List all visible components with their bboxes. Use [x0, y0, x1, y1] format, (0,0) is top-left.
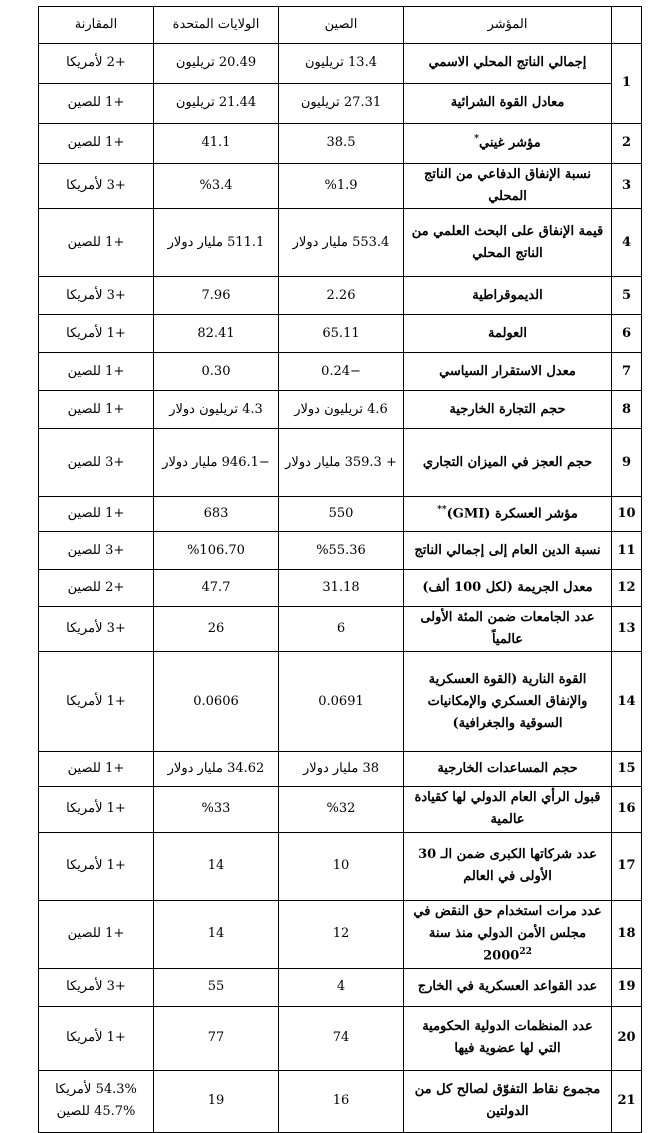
indicator-cell: [404, 497, 612, 532]
comparison-cell: +2 لأمريكا: [39, 44, 154, 84]
indicator-cell: عدد الجامعات ضمن المئة الأولى عالمياً: [404, 607, 612, 652]
row-number: 4: [612, 209, 642, 277]
row-number: 1: [612, 44, 642, 124]
usa-cell: 0.0606: [154, 652, 279, 752]
china-cell: 2.26: [279, 277, 404, 315]
table-row: [39, 968, 642, 1006]
usa-cell: 683: [154, 497, 279, 532]
row-number: 11: [612, 532, 642, 570]
indicator-text: مؤشر العسكرة (GMI): [446, 506, 578, 522]
comparison-cell: +1 للصين: [39, 209, 154, 277]
indicator-cell: عدد شركاتها الكبرى ضمن الـ 30 الأولى في العالم: [404, 832, 612, 900]
usa-cell: 14: [154, 832, 279, 900]
row-number: 8: [612, 391, 642, 429]
comparison-line-usa: 54.3% لأمريكا: [55, 1081, 137, 1097]
china-cell: 4.6 تريليون دولار: [279, 391, 404, 429]
indicator-text: عدد مرات استخدام حق النقض في مجلس الأمن الدولي منذ سنة 2000: [413, 903, 602, 964]
header-indicator: المؤشر: [404, 7, 612, 44]
comparison-cell: +1 للصين: [39, 391, 154, 429]
usa-cell: 55: [154, 968, 279, 1006]
row-number: 6: [612, 315, 642, 353]
comparison-cell: +1 لأمريكا: [39, 832, 154, 900]
usa-cell: 0.30: [154, 353, 279, 391]
china-cell: 553.4 مليار دولار: [279, 209, 404, 277]
row-number: 9: [612, 429, 642, 497]
china-cell: 74: [279, 1006, 404, 1070]
usa-cell: −946.1 مليار دولار: [154, 429, 279, 497]
usa-cell: 34.62 مليار دولار: [154, 752, 279, 787]
indicator-cell: معادل القوة الشرائية: [404, 84, 612, 124]
row-number: 7: [612, 353, 642, 391]
header-row: [39, 7, 642, 44]
table-row: [39, 124, 642, 164]
row-number: 20: [612, 1006, 642, 1070]
footnote-mark: 22: [519, 946, 532, 957]
table-row: [39, 277, 642, 315]
china-cell: 13.4 تريليون: [279, 44, 404, 84]
usa-cell: 7.96: [154, 277, 279, 315]
comparison-cell: +3 لأمريكا: [39, 607, 154, 652]
comparison-cell: +2 للصين: [39, 570, 154, 607]
comparison-cell: +1 لأمريكا: [39, 652, 154, 752]
indicator-cell: القوة النارية (القوة العسكرية والإنفاق العسكري والإمكانيات السوقية والجغرافية): [404, 652, 612, 752]
indicator-cell: عدد المنظمات الدولية الحكومية التي لها عضوية فيها: [404, 1006, 612, 1070]
indicator-cell: عدد القواعد العسكرية في الخارج: [404, 968, 612, 1006]
indicator-cell: الديموقراطية: [404, 277, 612, 315]
row-number: 21: [612, 1070, 642, 1132]
comparison-cell: +3 للصين: [39, 429, 154, 497]
comparison-cell: +3 للصين: [39, 532, 154, 570]
indicator-cell: قبول الرأي العام الدولي لها كقيادة عالمية: [404, 787, 612, 832]
china-cell: 0.0691: [279, 652, 404, 752]
row-number: 13: [612, 607, 642, 652]
table-row: [39, 1006, 642, 1070]
table-row: [39, 391, 642, 429]
usa-cell: 20.49 تريليون: [154, 44, 279, 84]
row-number: 17: [612, 832, 642, 900]
table-row: [39, 570, 642, 607]
china-cell: 12: [279, 900, 404, 968]
table-row: [39, 787, 642, 832]
usa-cell: 77: [154, 1006, 279, 1070]
usa-cell: 21.44 تريليون: [154, 84, 279, 124]
usa-cell: %106.70: [154, 532, 279, 570]
china-cell: + 359.3 مليار دولار: [279, 429, 404, 497]
row-number: 10: [612, 497, 642, 532]
row-number: 5: [612, 277, 642, 315]
footnote-mark: *: [474, 134, 479, 145]
comparison-cell: [39, 1070, 154, 1132]
comparison-table: [38, 6, 642, 1133]
china-cell: 550: [279, 497, 404, 532]
table-row: [39, 44, 642, 84]
indicator-cell: حجم العجز في الميزان التجاري: [404, 429, 612, 497]
header-num: [612, 7, 642, 44]
table-row: [39, 209, 642, 277]
comparison-cell: +3 لأمريكا: [39, 968, 154, 1006]
comparison-cell: +1 لأمريكا: [39, 315, 154, 353]
table-row: [39, 752, 642, 787]
header-comparison: المقارنة: [39, 7, 154, 44]
usa-cell: 4.3 تريليون دولار: [154, 391, 279, 429]
table-row: [39, 164, 642, 209]
china-cell: 65.11: [279, 315, 404, 353]
usa-cell: 19: [154, 1070, 279, 1132]
table-row: [39, 1070, 642, 1132]
row-number: 19: [612, 968, 642, 1006]
indicator-cell: نسبة الإنفاق الدفاعي من الناتج المحلي: [404, 164, 612, 209]
usa-cell: 14: [154, 900, 279, 968]
china-cell: 31.18: [279, 570, 404, 607]
table-row: [39, 429, 642, 497]
indicator-cell: مجموع نقاط التفوّق لصالح كل من الدولتين: [404, 1070, 612, 1132]
china-cell: %1.9: [279, 164, 404, 209]
indicator-cell: حجم التجارة الخارجية: [404, 391, 612, 429]
table-row: [39, 607, 642, 652]
footnote-mark: **: [437, 504, 447, 515]
table-row: [39, 532, 642, 570]
row-number: 12: [612, 570, 642, 607]
row-number: 18: [612, 900, 642, 968]
table-row: [39, 315, 642, 353]
usa-cell: 47.7: [154, 570, 279, 607]
comparison-cell: +1 لأمريكا: [39, 787, 154, 832]
china-cell: 10: [279, 832, 404, 900]
indicator-cell: [404, 900, 612, 968]
indicator-cell: قيمة الإنفاق على البحث العلمي من الناتج المحلي: [404, 209, 612, 277]
table-row: [39, 652, 642, 752]
indicator-text: مؤشر غيني: [478, 135, 541, 151]
indicator-cell: معدل الاستقرار السياسي: [404, 353, 612, 391]
comparison-line-china: 45.7% للصين: [56, 1104, 136, 1120]
indicator-cell: [404, 124, 612, 164]
comparison-cell: +1 لأمريكا: [39, 1006, 154, 1070]
table-row: [39, 832, 642, 900]
row-number: 3: [612, 164, 642, 209]
table-row: [39, 84, 642, 124]
china-cell: %55.36: [279, 532, 404, 570]
china-cell: −0.24: [279, 353, 404, 391]
comparison-cell: +1 للصين: [39, 900, 154, 968]
table-row: [39, 497, 642, 532]
indicator-cell: العولمة: [404, 315, 612, 353]
row-number: 14: [612, 652, 642, 752]
header-usa: الولايات المتحدة: [154, 7, 279, 44]
usa-cell: 511.1 مليار دولار: [154, 209, 279, 277]
china-cell: 16: [279, 1070, 404, 1132]
usa-cell: %3.4: [154, 164, 279, 209]
usa-cell: %33: [154, 787, 279, 832]
usa-cell: 26: [154, 607, 279, 652]
comparison-cell: +1 للصين: [39, 84, 154, 124]
indicator-cell: نسبة الدين العام إلى إجمالي الناتج: [404, 532, 612, 570]
comparison-cell: +1 للصين: [39, 353, 154, 391]
indicator-cell: حجم المساعدات الخارجية: [404, 752, 612, 787]
header-china: الصين: [279, 7, 404, 44]
china-cell: 38 مليار دولار: [279, 752, 404, 787]
china-cell: 27.31 تريليون: [279, 84, 404, 124]
usa-cell: 82.41: [154, 315, 279, 353]
table-row: [39, 900, 642, 968]
usa-cell: 41.1: [154, 124, 279, 164]
indicator-cell: إجمالي الناتج المحلي الاسمي: [404, 44, 612, 84]
comparison-cell: +1 للصين: [39, 497, 154, 532]
china-cell: 4: [279, 968, 404, 1006]
china-cell: 38.5: [279, 124, 404, 164]
comparison-cell: +3 لأمريكا: [39, 164, 154, 209]
comparison-cell: +1 للصين: [39, 124, 154, 164]
row-number: 16: [612, 787, 642, 832]
comparison-cell: +1 للصين: [39, 752, 154, 787]
china-cell: 6: [279, 607, 404, 652]
indicator-cell: معدل الجريمة (لكل 100 ألف): [404, 570, 612, 607]
comparison-cell: +3 لأمريكا: [39, 277, 154, 315]
row-number: 2: [612, 124, 642, 164]
row-number: 15: [612, 752, 642, 787]
table-row: [39, 353, 642, 391]
china-cell: %32: [279, 787, 404, 832]
